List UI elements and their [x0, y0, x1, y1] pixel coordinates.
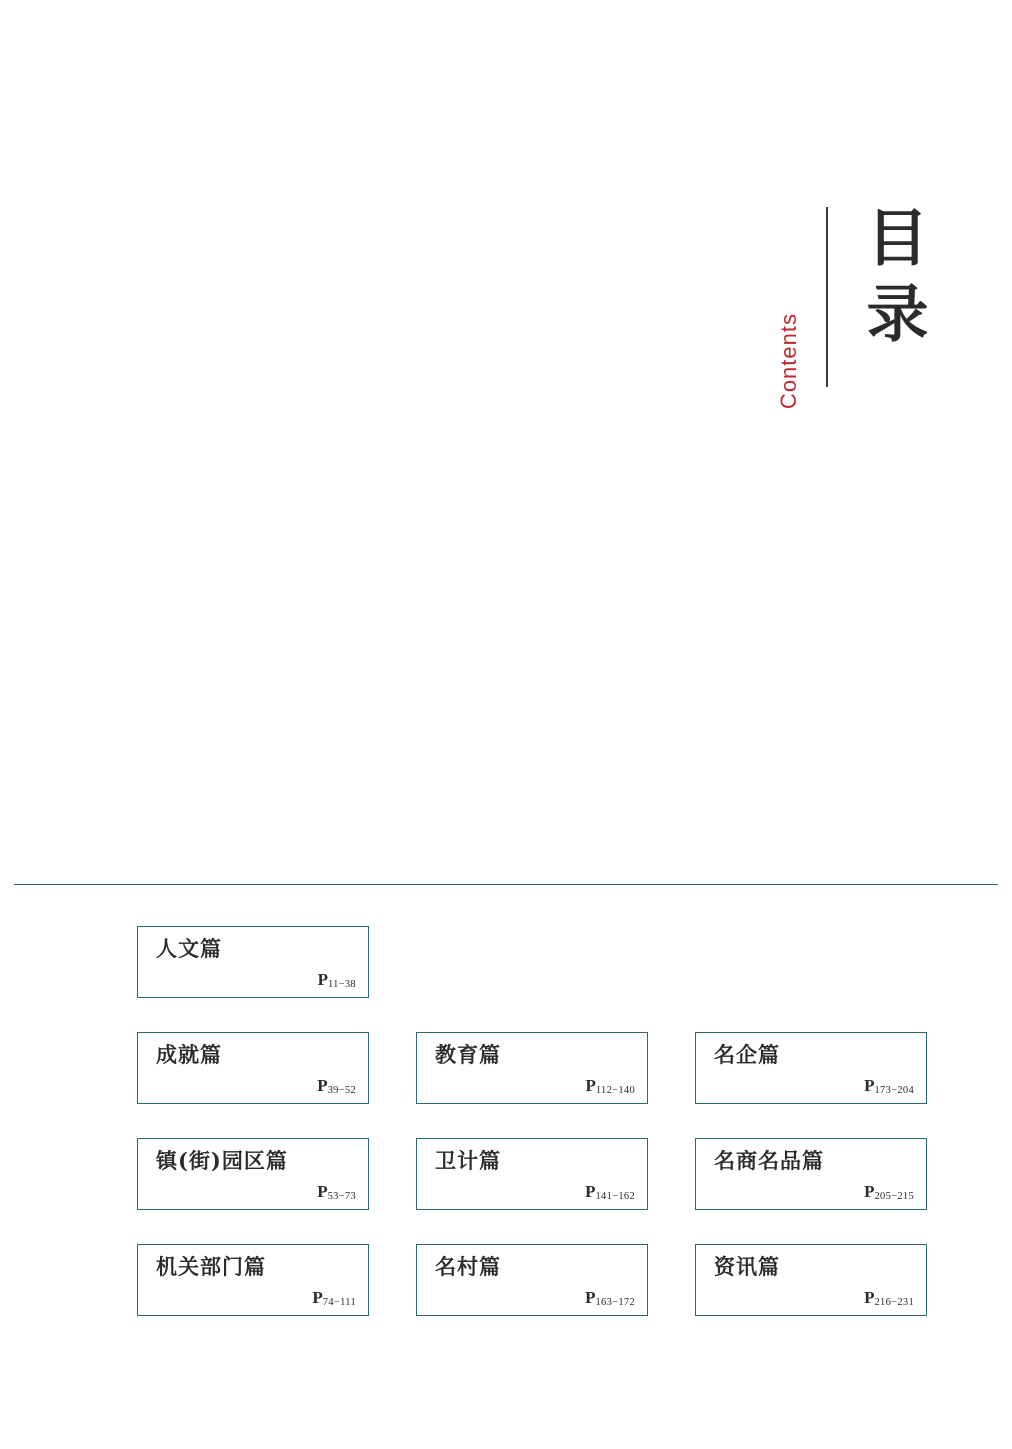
contents-entry-label: 资讯篇 — [714, 1254, 780, 1279]
contents-entry-chengjiu[interactable] — [137, 1032, 369, 1104]
contents-entry-label: 卫计篇 — [435, 1148, 501, 1173]
page-prefix: P — [864, 1076, 875, 1095]
contents-entry-pages — [312, 1288, 356, 1308]
page-title: 目录 — [856, 205, 929, 357]
contents-latin-label: Contents — [776, 313, 802, 410]
page-prefix: P — [864, 1182, 875, 1201]
page-range: 11−38 — [327, 979, 356, 990]
contents-entry-label: 镇(街)园区篇 — [156, 1148, 288, 1173]
contents-entry-label: 名企篇 — [714, 1042, 780, 1067]
page-prefix: P — [312, 1288, 323, 1307]
contents-entry-label: 名商名品篇 — [714, 1148, 824, 1173]
contents-entry-jiguan[interactable] — [137, 1244, 369, 1316]
contents-entry-label: 成就篇 — [156, 1042, 222, 1067]
page-range: 216−231 — [874, 1297, 914, 1308]
contents-grid — [137, 926, 927, 1316]
section-divider — [14, 884, 998, 885]
contents-entry-pages — [585, 1076, 635, 1096]
contents-entry-label: 教育篇 — [435, 1042, 501, 1067]
page-prefix: P — [585, 1076, 596, 1095]
contents-entry-zhenjie[interactable] — [137, 1138, 369, 1210]
contents-entry-mingqi[interactable] — [695, 1032, 927, 1104]
page-range: 163−172 — [595, 1297, 635, 1308]
page-range: 173−204 — [874, 1085, 914, 1096]
page-range: 39−52 — [327, 1085, 356, 1096]
contents-entry-renwen[interactable] — [137, 926, 369, 998]
contents-entry-pages — [864, 1182, 914, 1202]
contents-entry-pages — [585, 1288, 635, 1308]
contents-entry-pages — [317, 1076, 356, 1096]
page-prefix: P — [317, 1076, 328, 1095]
page-prefix: P — [317, 1182, 328, 1201]
contents-entry-weiji[interactable] — [416, 1138, 648, 1210]
page-range: 74−111 — [322, 1297, 356, 1308]
contents-entry-mingshang[interactable] — [695, 1138, 927, 1210]
contents-entry-zixun[interactable] — [695, 1244, 927, 1316]
page-range: 112−140 — [595, 1085, 635, 1096]
contents-entry-pages — [317, 1182, 356, 1202]
contents-entry-label: 名村篇 — [435, 1254, 501, 1279]
contents-entry-pages — [864, 1076, 914, 1096]
page-range: 205−215 — [874, 1191, 914, 1202]
contents-entry-label: 人文篇 — [156, 936, 222, 961]
page-prefix: P — [864, 1288, 875, 1307]
title-divider-rule — [826, 207, 828, 387]
contents-entry-label: 机关部门篇 — [156, 1254, 266, 1279]
contents-title-block — [778, 205, 934, 409]
page-prefix: P — [317, 970, 328, 989]
page-prefix: P — [585, 1288, 596, 1307]
contents-entry-jiaoyu[interactable] — [416, 1032, 648, 1104]
contents-entry-pages — [318, 970, 356, 990]
page-prefix: P — [585, 1182, 596, 1201]
contents-entry-pages — [585, 1182, 635, 1202]
page-range: 141−162 — [595, 1191, 635, 1202]
contents-entry-mingcun[interactable] — [416, 1244, 648, 1316]
page-range: 53−73 — [327, 1191, 356, 1202]
contents-entry-pages — [864, 1288, 914, 1308]
